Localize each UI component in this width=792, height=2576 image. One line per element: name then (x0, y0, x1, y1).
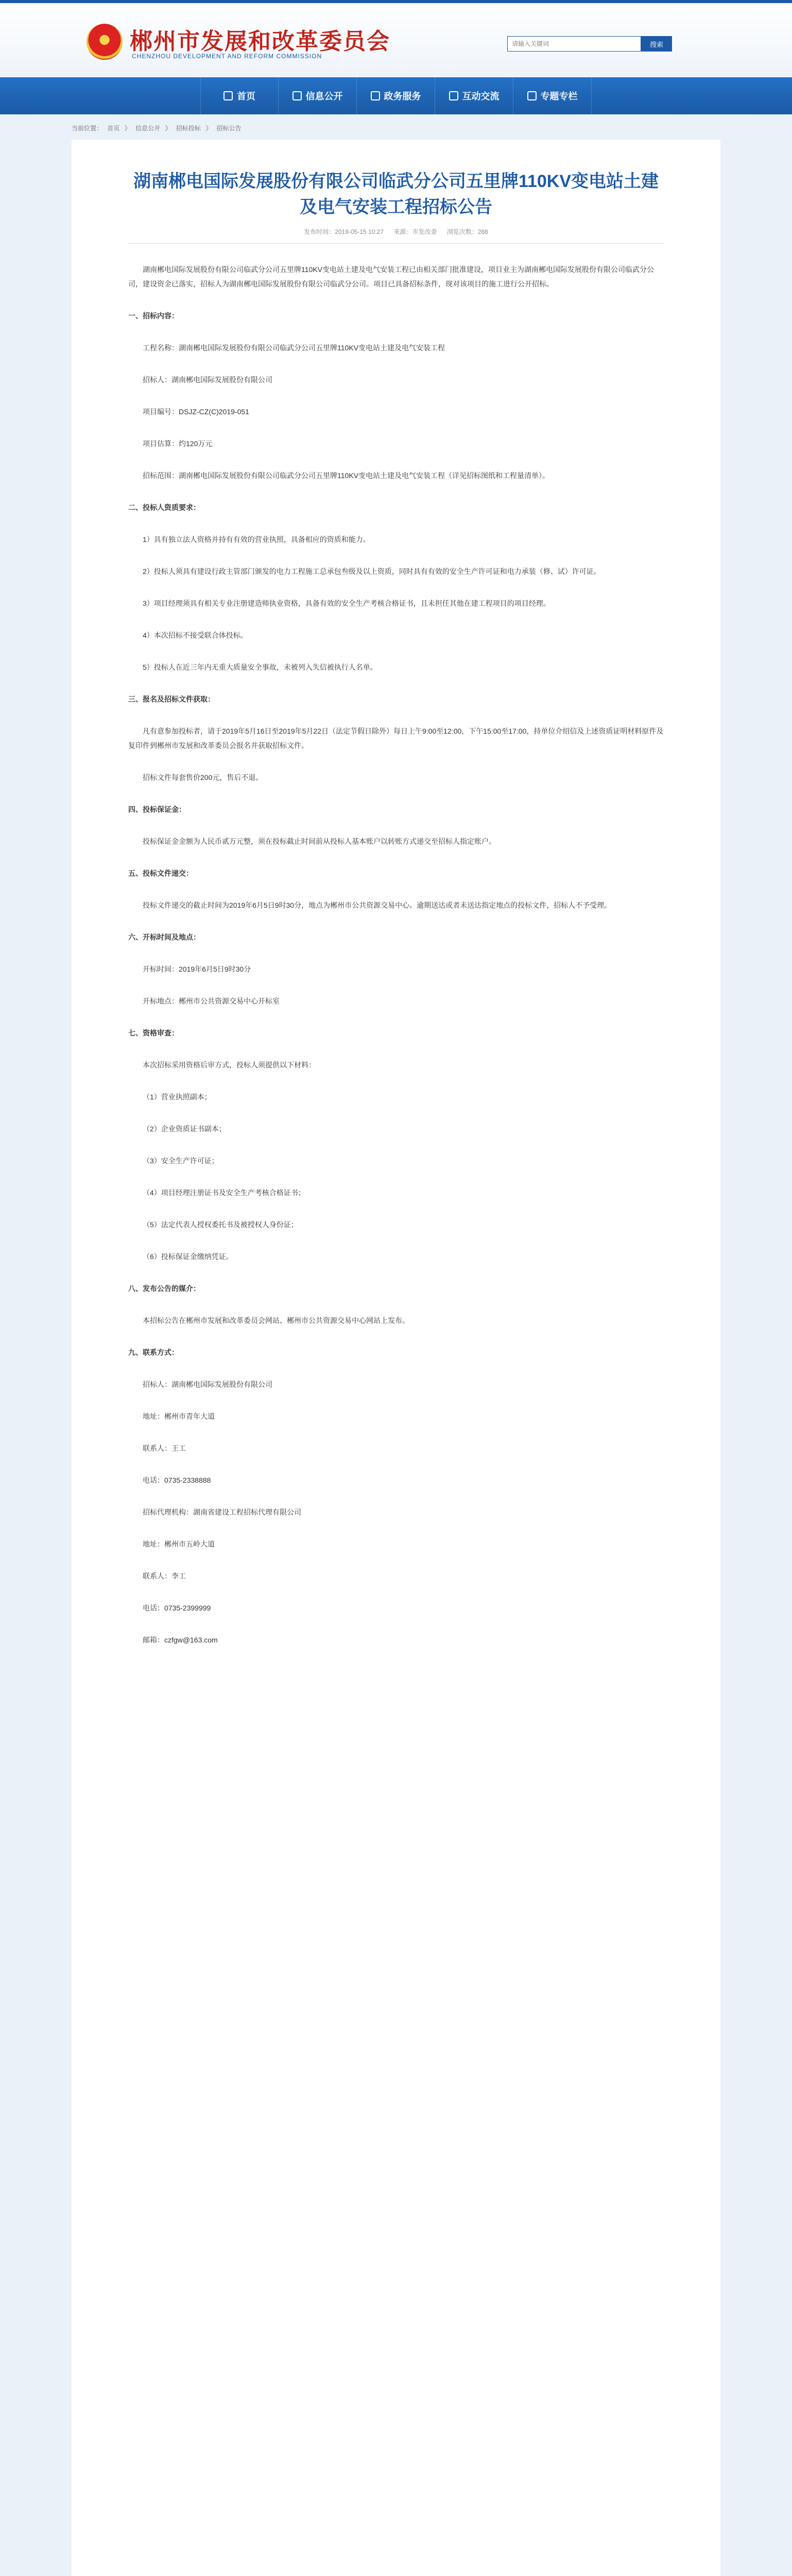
article-paragraph: 联系人：李工 (143, 1572, 186, 1580)
breadcrumb-separator: 》 (205, 125, 212, 132)
article-paragraph: （5）法定代表人授权委托书及被授权人身份证； (143, 1221, 298, 1229)
nav-label: 互动交流 (462, 91, 500, 101)
section-heading: 五、投标文件递交： (128, 869, 193, 877)
site-title: 郴州市发展和改革委员会 (130, 28, 390, 55)
breadcrumb-separator: 》 (124, 125, 131, 132)
article-paragraph: 电话：0735-2399999 (143, 1604, 211, 1612)
article-paragraph: 本招标公告在郴州市发展和改革委员会网站、郴州市公共资源交易中心网站上发布。 (143, 1316, 409, 1325)
article-paragraph: 招标人：湖南郴电国际发展股份有限公司 (143, 376, 272, 384)
article-paragraph: 招标范围：湖南郴电国际发展股份有限公司临武分公司五里牌110KV变电站土建及电气安装工程（详见招标图纸和工程量清单）。 (143, 471, 549, 480)
article-paragraph: 1）具有独立法人资格并持有有效的营业执照，具备相应的资质和能力。 (143, 535, 370, 544)
breadcrumb (72, 124, 720, 132)
home-icon (223, 91, 233, 100)
article-paragraph: （4）项目经理注册证书及安全生产考核合格证书； (143, 1189, 305, 1197)
article-paragraph: 3）项目经理须具有相关专业注册建造师执业资格，具备有效的安全生产考核合格证书，且未担任其他在建工程项目的项目经理。 (143, 599, 550, 607)
nav-label: 首页 (237, 91, 255, 101)
breadcrumb-link[interactable]: 招标公告 (216, 125, 242, 132)
article-paragraph: 电话：0735-2338888 (143, 1476, 211, 1484)
nav-label: 信息公开 (305, 91, 343, 101)
breadcrumb-link[interactable]: 首页 (107, 125, 120, 132)
breadcrumb-link[interactable]: 招标投标 (176, 125, 201, 132)
article-paragraph: 凡有意参加投标者，请于2019年5月16日至2019年5月22日（法定节假日除外）每日上午9:00至12:00，下午15:00至17:00，持单位介绍信及上述资质证明材料原件及复印件到郴州市发展和改革委员会报名并获取招标文件。 (128, 727, 664, 750)
info-icon (292, 91, 302, 100)
nav-item-service[interactable] (357, 77, 435, 114)
section-heading: 八、发布公告的媒介： (128, 1284, 200, 1293)
site-subtitle: CHENZHOU DEVELOPMENT AND REFORM COMMISSION (132, 53, 322, 60)
article-source: 来源：市发改委 (393, 228, 437, 235)
nav-item-topics[interactable] (513, 77, 592, 114)
nav-item-interaction[interactable] (435, 77, 513, 114)
article-paragraph: 地址：郴州市青年大道 (143, 1412, 215, 1420)
section-heading: 四、投标保证金： (128, 805, 186, 814)
national-emblem-icon (87, 24, 123, 60)
article-paragraph: 投标文件递交的截止时间为2019年6月5日9时30分，地点为郴州市公共资源交易中心。逾期送达或者未送达指定地点的投标文件，招标人不予受理。 (143, 901, 612, 909)
section-heading: 三、报名及招标文件获取： (128, 695, 215, 703)
article-paragraph: 本次招标采用资格后审方式，投标人须提供以下材料： (143, 1061, 316, 1069)
search-input[interactable] (507, 36, 641, 52)
article-paragraph: （6）投标保证金缴纳凭证。 (143, 1252, 233, 1261)
site-header (0, 3, 792, 77)
article-paragraph: 地址：郴州市五岭大道 (143, 1540, 215, 1548)
article-title: 湖南郴电国际发展股份有限公司临武分公司五里牌110KV变电站土建及电气安装工程招标公告 (133, 172, 659, 217)
main-nav (0, 77, 792, 114)
article-paragraph: （2）企业资质证书副本； (143, 1125, 226, 1133)
article-paragraph: 4）本次招标不接受联合体投标。 (143, 631, 248, 639)
article-meta (128, 227, 664, 244)
topic-icon (527, 91, 537, 100)
article-container (72, 140, 720, 2576)
section-heading: 六、开标时间及地点： (128, 933, 200, 941)
article-paragraph: 开标时间：2019年6月5日9时30分 (143, 965, 251, 973)
article-paragraph: 开标地点：郴州市公共资源交易中心开标室 (143, 997, 280, 1005)
article-paragraph: 5）投标人在近三年内无重大质量安全事故，未被列入失信被执行人名单。 (143, 663, 377, 671)
article-paragraph: 招标代理机构：湖南省建设工程招标代理有限公司 (143, 1508, 301, 1516)
service-icon (371, 91, 380, 100)
article-paragraph: 联系人：王工 (143, 1444, 186, 1452)
view-count: 浏览次数：288 (446, 228, 488, 235)
article-paragraph: 招标文件每套售价200元，售后不退。 (143, 773, 263, 782)
breadcrumb-separator: 》 (165, 125, 171, 132)
article-paragraph: （1）营业执照副本； (143, 1093, 212, 1101)
article-paragraph: 邮箱：czfgw@163.com (143, 1636, 218, 1644)
article-paragraph: 湖南郴电国际发展股份有限公司临武分公司五里牌110KV变电站土建及电气安装工程已由相关部门批准建设，项目业主为湖南郴电国际发展股份有限公司临武分公司，建设资金已落实，招标人为湖南郴电国际发展股份有限公司临武分公司。项目已具备招标条件，现对该项目的施工进行公开招标。 (128, 265, 654, 288)
section-heading: 九、联系方式： (128, 1348, 179, 1357)
chat-icon (449, 91, 458, 100)
breadcrumb-link[interactable]: 信息公开 (135, 125, 161, 132)
article-paragraph: 2）投标人须具有建设行政主管部门颁发的电力工程施工总承包叁级及以上资质，同时具有有效的安全生产许可证和电力承装（修、试）许可证。 (143, 567, 601, 575)
section-heading: 二、投标人资质要求： (128, 503, 200, 512)
nav-item-home[interactable] (200, 77, 279, 114)
article-paragraph: 投标保证金金额为人民币贰万元整，须在投标截止时间前从投标人基本账户以转账方式递交至招标人指定账户。 (143, 837, 496, 845)
article-body (128, 262, 664, 1647)
search-box (507, 36, 672, 52)
search-button[interactable]: 搜索 (641, 36, 672, 52)
section-heading: 七、资格审查： (128, 1029, 179, 1037)
article-paragraph: 工程名称：湖南郴电国际发展股份有限公司临武分公司五里牌110KV变电站土建及电气安装工程 (143, 344, 445, 352)
nav-label: 专题专栏 (540, 91, 578, 101)
publish-date: 发布时间：2019-05-15 10:27 (304, 228, 384, 235)
nav-label: 政务服务 (384, 91, 421, 101)
breadcrumb-prefix: 当前位置： (72, 125, 103, 132)
article-paragraph: 项目编号：DSJZ-CZ(C)2019-051 (143, 408, 249, 416)
nav-item-info[interactable] (279, 77, 357, 114)
article-paragraph: 项目估算：约120万元 (143, 439, 213, 448)
article-paragraph: 招标人：湖南郴电国际发展股份有限公司 (143, 1380, 272, 1388)
section-heading: 一、招标内容： (128, 312, 179, 320)
article-paragraph: （3）安全生产许可证； (143, 1157, 219, 1165)
